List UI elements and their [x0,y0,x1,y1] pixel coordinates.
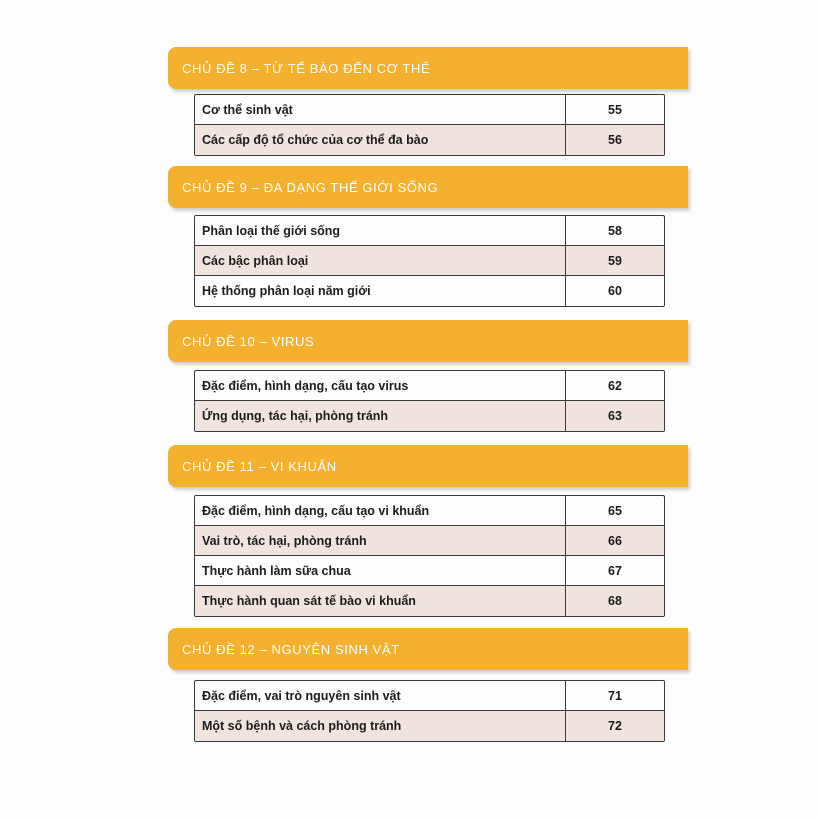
lesson-title: Vai trò, tác hại, phòng tránh [202,533,367,548]
table-row [195,681,664,711]
lesson-title: Phân loại thế giới sống [202,223,341,238]
table-row [195,556,664,586]
table-row [195,496,664,526]
lesson-title: Hệ thống phân loại năm giới [202,284,371,298]
chapter-8-table [194,94,665,156]
chapter-9-header [168,166,688,208]
chapter-11-header [168,445,688,487]
lesson-page: 58 [565,216,664,245]
chapter-12-header [168,628,688,670]
lesson-title: Thực hành làm sữa chua [202,563,351,578]
lesson-page: 55 [565,95,664,124]
chapter-11-table [194,495,665,617]
table-row [195,276,664,306]
chapter-heading: CHỦ ĐỀ 9 – ĐA DẠNG THẾ GIỚI SỐNG [182,179,439,195]
lesson-title: Một số bệnh và cách phòng tránh [202,719,402,733]
chapter-10-table [194,370,665,432]
lesson-title: Cơ thể sinh vật [202,102,293,117]
lesson-title: Ứng dụng, tác hại, phòng tránh [202,409,389,423]
table-row [195,371,664,401]
chapter-10-header [168,320,688,362]
table-row [195,526,664,556]
lesson-title: Đặc điểm, hình dạng, cấu tạo vi khuẩn [202,503,430,518]
lesson-title: Các bậc phân loại [202,253,309,268]
chapter-heading: CHỦ ĐỀ 10 – VIRUS [182,333,315,349]
table-row [195,711,664,741]
table-row [195,246,664,276]
lesson-page: 62 [565,371,664,400]
lesson-page: 65 [565,496,664,525]
lesson-page: 67 [565,556,664,585]
lesson-title: Đặc điểm, vai trò nguyên sinh vật [202,688,401,703]
lesson-title: Các cấp độ tổ chức của cơ thể đa bào [202,133,429,147]
chapter-heading: CHỦ ĐỀ 8 – TỪ TẾ BÀO ĐẾN CƠ THỂ [182,60,431,76]
chapter-heading: CHỦ ĐỀ 11 – VI KHUẨN [182,458,337,474]
lesson-page: 59 [565,246,664,275]
table-row [195,216,664,246]
lesson-page: 60 [565,276,664,306]
table-row [195,586,664,616]
table-row [195,125,664,155]
table-row [195,95,664,125]
lesson-page: 71 [565,681,664,710]
chapter-8-header [168,47,688,89]
lesson-page: 72 [565,711,664,741]
lesson-title: Thực hành quan sát tế bào vi khuẩn [202,594,416,608]
chapter-12-table [194,680,665,742]
lesson-page: 68 [565,586,664,616]
chapter-9-table [194,215,665,307]
lesson-page: 63 [565,401,664,431]
chapter-heading: CHỦ ĐỀ 12 – NGUYÊN SINH VẬT [182,641,400,657]
lesson-title: Đặc điểm, hình dạng, cấu tạo virus [202,378,409,393]
table-row [195,401,664,431]
lesson-page: 56 [565,125,664,155]
lesson-page: 66 [565,526,664,555]
